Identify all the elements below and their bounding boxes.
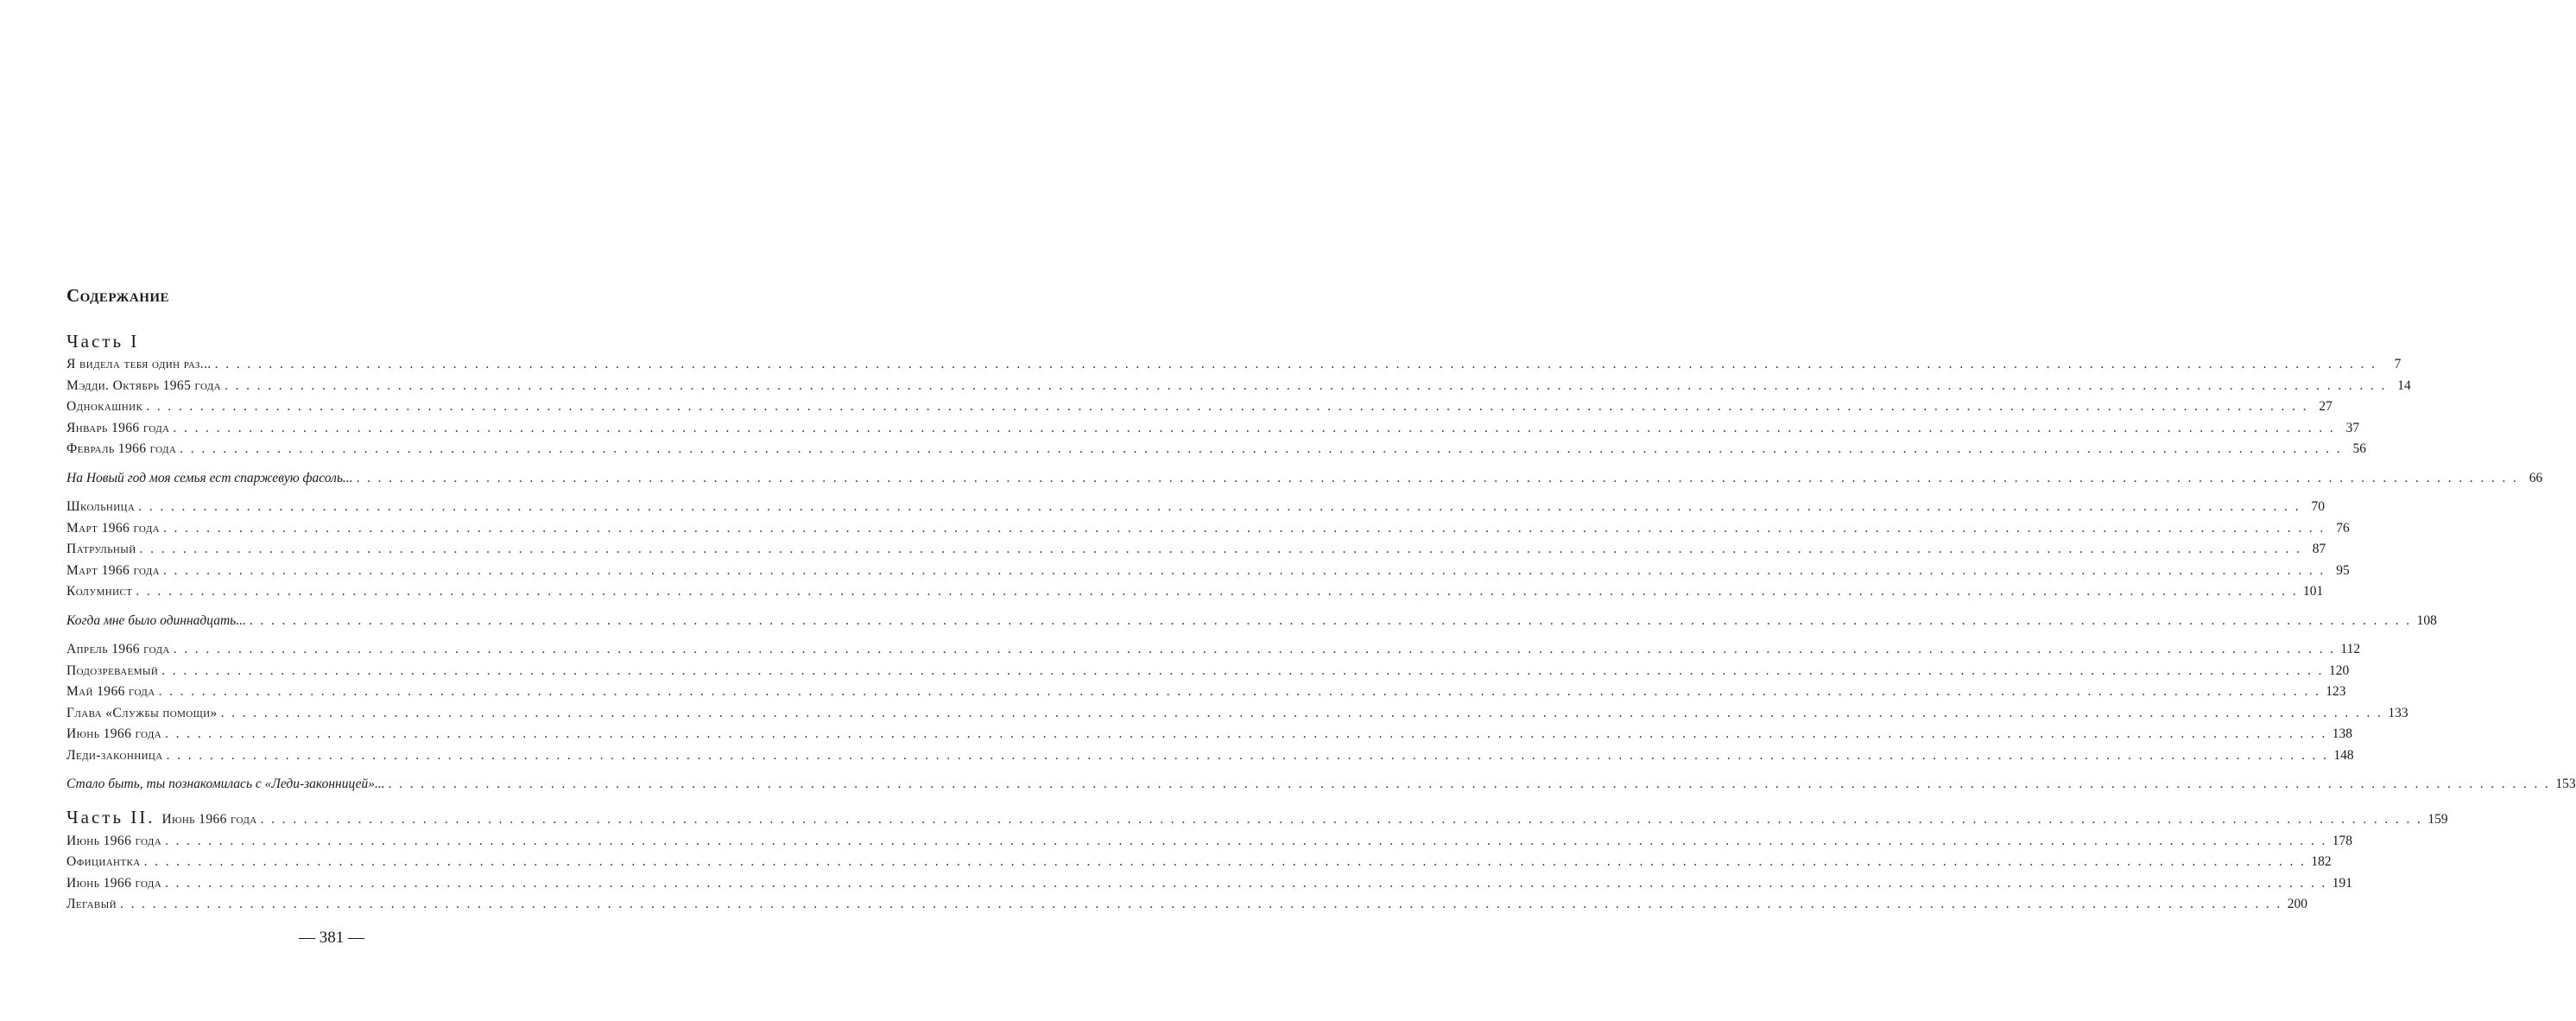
toc-entry-page: 178 — [2332, 833, 2353, 848]
toc-entry-page: 95 — [2336, 562, 2350, 578]
toc-entry-label: Легавый — [66, 897, 117, 911]
toc-entry-label: Официантка — [66, 854, 141, 869]
table-of-contents — [66, 328, 2576, 916]
toc-entry-label: Школьница — [66, 499, 136, 514]
toc-entry-page: 123 — [2326, 684, 2346, 699]
toc-entry-page: 200 — [2287, 897, 2307, 911]
dot-leader: . . . . . . . . . . . . . . . . . . . . . . . . . . . . . . . . . . . . . . . . . . . . . . . . . . . . . . . . . . . . . . . . . . . . . . . . . . . . . . . . . . . . . . . . . . . . . . . . . . . . . . . . . . . . . . . . . . . . . . . . . . . . . . . . . . . . . . . . . . . . . . . . . . . . . . . . . . . . . . . . . . . . . . . . . . . . . . . . . . . . . . . . . . . . . . . . . . . . . . . . — [225, 377, 2387, 393]
toc-entry-page: 182 — [2311, 854, 2332, 869]
toc-entry-label: Июнь 1966 года — [66, 833, 162, 848]
toc-entry-label: Патрульный — [66, 542, 136, 556]
toc-entry-label: Март 1966 года — [66, 520, 160, 536]
toc-entry-label: Глава «Службы помощи» — [66, 705, 218, 720]
dot-leader: . . . . . . . . . . . . . . . . . . . . . . . . . . . . . . . . . . . . . . . . . . . . . . . . . . . . . . . . . . . . . . . . . . . . . . . . . . . . . . . . . . . . . . . . . . . . . . . . . . . . . . . . . . . . . . . . . . . . . . . . . . . . . . . . . . . . . . . . . . . . . . . . . . . . . . . . . . . . . . . . . . . . . . . . . . . . . . . . . . . . . . . . . . . . . . . . . . . . . . . . — [173, 642, 2336, 656]
toc-entry-page: 66 — [2529, 470, 2543, 485]
toc-entry-label: Июнь 1966 года — [66, 726, 162, 741]
toc-entry — [66, 539, 2326, 561]
toc-entry — [66, 396, 2332, 418]
dot-leader: . . . . . . . . . . . . . . . . . . . . . . . . . . . . . . . . . . . . . . . . . . . . . . . . . . . . . . . . . . . . . . . . . . . . . . . . . . . . . . . . . . . . . . . . . . . . . . . . . . . . . . . . . . . . . . . . . . . . . . . . . . . . . . . . . . . . . . . . . . . . . . . . . . . . . . . . . . . . . . . . . . . . . . . . . . . . . . . . . . . . . . . . . . . . . . . . . . . . . . . . — [260, 811, 2423, 827]
toc-entry — [66, 581, 2324, 603]
part-1-heading: Часть I — [66, 331, 140, 352]
toc-entry-page: 37 — [2345, 420, 2360, 435]
toc-entry — [66, 745, 2354, 767]
toc-entry-label: Февраль 1966 года — [66, 441, 177, 456]
toc-entry-label: Колумнист — [66, 584, 133, 599]
toc-entry-label: Я видела тебя один раз... — [66, 357, 212, 371]
toc-entry-label: Май 1966 года — [66, 684, 155, 699]
dot-leader: . . . . . . . . . . . . . . . . . . . . . . . . . . . . . . . . . . . . . . . . . . . . . . . . . . . . . . . . . . . . . . . . . . . . . . . . . . . . . . . . . . . . . . . . . . . . . . . . . . . . . . . . . . . . . . . . . . . . . . . . . . . . . . . . . . . . . . . . . . . . . . . . . . . . . . . . . . . . . . . . . . . . . . . . . . . . . . . . . . . . . . . . . . . . . . . . . . . . . . . . — [180, 441, 2342, 456]
toc-entry-page: 70 — [2311, 499, 2325, 514]
toc-entry — [66, 682, 2346, 703]
toc-entry-page: 7 — [2394, 357, 2402, 371]
section-gap — [66, 489, 562, 497]
toc-entry — [66, 518, 2350, 540]
toc-entry — [66, 774, 2576, 796]
toc-entry — [66, 497, 2325, 518]
section-gap — [66, 460, 562, 468]
toc-entry-label: Мэдди. Октябрь 1965 года — [66, 377, 222, 393]
toc-entry-page: 138 — [2332, 726, 2353, 741]
dot-leader: . . . . . . . . . . . . . . . . . . . . . . . . . . . . . . . . . . . . . . . . . . . . . . . . . . . . . . . . . . . . . . . . . . . . . . . . . . . . . . . . . . . . . . . . . . . . . . . . . . . . . . . . . . . . . . . . . . . . . . . . . . . . . . . . . . . . . . . . . . . . . . . . . . . . . . . . . . . . . . . . . . . . . . . . . . . . . . . . . . . . . . . . . . . . . . . . . . . . . . . . — [161, 663, 2324, 678]
part-gap — [66, 796, 562, 803]
toc-entry-label: Март 1966 года — [66, 562, 160, 578]
toc-entry-page: 56 — [2352, 441, 2366, 456]
part-2-heading-row — [66, 803, 2448, 831]
toc-entry — [66, 724, 2353, 745]
toc-entry — [66, 468, 2543, 490]
dot-leader: . . . . . . . . . . . . . . . . . . . . . . . . . . . . . . . . . . . . . . . . . . . . . . . . . . . . . . . . . . . . . . . . . . . . . . . . . . . . . . . . . . . . . . . . . . . . . . . . . . . . . . . . . . . . . . . . . . . . . . . . . . . . . . . . . . . . . . . . . . . . . . . . . . . . . . . . . . . . . . . . . . . . . . . . . . . . . . . . . . . . . . . . . . . . . . . . . . . . . . . . — [165, 726, 2327, 741]
section-gap — [66, 603, 562, 611]
toc-entry-label: Июнь 1966 года — [66, 875, 162, 891]
toc-entry — [66, 439, 2366, 460]
toc-entry-page: 133 — [2388, 705, 2408, 720]
toc-entry-page: 191 — [2332, 875, 2353, 891]
toc-entry-label: Однокашник — [66, 399, 143, 414]
toc-entry — [66, 639, 2361, 661]
toc-entry-page: 153 — [2555, 777, 2576, 791]
dot-leader: . . . . . . . . . . . . . . . . . . . . . . . . . . . . . . . . . . . . . . . . . . . . . . . . . . . . . . . . . . . . . . . . . . . . . . . . . . . . . . . . . . . . . . . . . . . . . . . . . . . . . . . . . . . . . . . . . . . . . . . . . . . . . . . . . . . . . . . . . . . . . . . . . . . . . . . . . . . . . . . . . . . . . . . . . . . . . . . . . . . . . . . . . . . . . . . . . . . . . . . . — [220, 705, 2383, 720]
dot-leader: . . . . . . . . . . . . . . . . . . . . . . . . . . . . . . . . . . . . . . . . . . . . . . . . . . . . . . . . . . . . . . . . . . . . . . . . . . . . . . . . . . . . . . . . . . . . . . . . . . . . . . . . . . . . . . . . . . . . . . . . . . . . . . . . . . . . . . . . . . . . . . . . . . . . . . . . . . . . . . . . . . . . . . . . . . . . . . . . . . . . . . . . . . . . . . . . . . . . . . . . — [162, 562, 2326, 578]
dot-leader: . . . . . . . . . . . . . . . . . . . . . . . . . . . . . . . . . . . . . . . . . . . . . . . . . . . . . . . . . . . . . . . . . . . . . . . . . . . . . . . . . . . . . . . . . . . . . . . . . . . . . . . . . . . . . . . . . . . . . . . . . . . . . . . . . . . . . . . . . . . . . . . . . . . . . . . . . . . . . . . . . . . . . . . . . . . . . . . . . . . . . . . . . . . . . . . . . . . . . . . . — [165, 875, 2327, 891]
toc-entry-label: Подозреваемый — [66, 663, 159, 678]
dot-leader: . . . . . . . . . . . . . . . . . . . . . . . . . . . . . . . . . . . . . . . . . . . . . . . . . . . . . . . . . . . . . . . . . . . . . . . . . . . . . . . . . . . . . . . . . . . . . . . . . . . . . . . . . . . . . . . . . . . . . . . . . . . . . . . . . . . . . . . . . . . . . . . . . . . . . . . . . . . . . . . . . . . . . . . . . . . . . . . . . . . . . . . . . . . . . . . . . . . . . . . . — [143, 854, 2307, 869]
toc-entry — [66, 873, 2353, 895]
toc-entry — [66, 703, 2408, 725]
toc-entry-label: Январь 1966 года — [66, 420, 170, 435]
toc-entry-label: Леди-законница — [66, 747, 163, 763]
toc-entry-label: Июнь 1966 года — [161, 811, 257, 827]
toc-entry — [66, 376, 2411, 397]
toc-entry — [66, 831, 2353, 853]
toc-entry-label: На Новый год моя семья ест спаржевую фасоль... — [66, 470, 353, 485]
dot-leader: . . . . . . . . . . . . . . . . . . . . . . . . . . . . . . . . . . . . . . . . . . . . . . . . . . . . . . . . . . . . . . . . . . . . . . . . . . . . . . . . . . . . . . . . . . . . . . . . . . . . . . . . . . . . . . . . . . . . . . . . . . . . . . . . . . . . . . . . . . . . . . . . . . . . . . . . . . . . . . . . . . . . . . . . . . . . . . . . . . . . . . . . . . . . . . . . . . . . . . . . — [136, 584, 2299, 599]
dot-leader: . . . . . . . . . . . . . . . . . . . . . . . . . . . . . . . . . . . . . . . . . . . . . . . . . . . . . . . . . . . . . . . . . . . . . . . . . . . . . . . . . . . . . . . . . . . . . . . . . . . . . . . . . . . . . . . . . . . . . . . . . . . . . . . . . . . . . . . . . . . . . . . . . . . . . . . . . . . . . . . . . . . . . . . . . . . . . . . . . . . . . . . . . . . . . . . . . . . . . . . . — [214, 357, 2377, 371]
dot-leader: . . . . . . . . . . . . . . . . . . . . . . . . . . . . . . . . . . . . . . . . . . . . . . . . . . . . . . . . . . . . . . . . . . . . . . . . . . . . . . . . . . . . . . . . . . . . . . . . . . . . . . . . . . . . . . . . . . . . . . . . . . . . . . . . . . . . . . . . . . . . . . . . . . . . . . . . . . . . . . . . . . . . . . . . . . . . . . . . . . . . . . . . . . . . . . . . . . . . . . . . — [173, 420, 2336, 435]
dot-leader: . . . . . . . . . . . . . . . . . . . . . . . . . . . . . . . . . . . . . . . . . . . . . . . . . . . . . . . . . . . . . . . . . . . . . . . . . . . . . . . . . . . . . . . . . . . . . . . . . . . . . . . . . . . . . . . . . . . . . . . . . . . . . . . . . . . . . . . . . . . . . . . . . . . . . . . . . . . . . . . . . . . . . . . . . . . . . . . . . . . . . . . . . . . . . . . . . . . . . . . . — [162, 520, 2326, 536]
page-number: — 381 — — [299, 929, 364, 947]
dot-leader: . . . . . . . . . . . . . . . . . . . . . . . . . . . . . . . . . . . . . . . . . . . . . . . . . . . . . . . . . . . . . . . . . . . . . . . . . . . . . . . . . . . . . . . . . . . . . . . . . . . . . . . . . . . . . . . . . . . . . . . . . . . . . . . . . . . . . . . . . . . . . . . . . . . . . . . . . . . . . . . . . . . . . . . . . . . . . . . . . . . . . . . . . . . . . . . . . . . . . . . . — [356, 470, 2519, 485]
dot-leader: . . . . . . . . . . . . . . . . . . . . . . . . . . . . . . . . . . . . . . . . . . . . . . . . . . . . . . . . . . . . . . . . . . . . . . . . . . . . . . . . . . . . . . . . . . . . . . . . . . . . . . . . . . . . . . . . . . . . . . . . . . . . . . . . . . . . . . . . . . . . . . . . . . . . . . . . . . . . . . . . . . . . . . . . . . . . . . . . . . . . . . . . . . . . . . . . . . . . . . . . — [139, 542, 2302, 556]
dot-leader: . . . . . . . . . . . . . . . . . . . . . . . . . . . . . . . . . . . . . . . . . . . . . . . . . . . . . . . . . . . . . . . . . . . . . . . . . . . . . . . . . . . . . . . . . . . . . . . . . . . . . . . . . . . . . . . . . . . . . . . . . . . . . . . . . . . . . . . . . . . . . . . . . . . . . . . . . . . . . . . . . . . . . . . . . . . . . . . . . . . . . . . . . . . . . . . . . . . . . . . . — [146, 399, 2308, 414]
toc-entry-page: 112 — [2340, 642, 2361, 656]
toc-entry — [66, 354, 2402, 376]
toc-entry-label: Когда мне было одиннадцать... — [66, 612, 246, 628]
toc-entry-page: 159 — [2427, 811, 2448, 827]
section-gap — [66, 766, 562, 774]
page-title: Содержание — [66, 285, 170, 306]
part-2-entries — [66, 831, 2353, 916]
toc-entry-label: Апрель 1966 года — [66, 642, 170, 656]
dot-leader: . . . . . . . . . . . . . . . . . . . . . . . . . . . . . . . . . . . . . . . . . . . . . . . . . . . . . . . . . . . . . . . . . . . . . . . . . . . . . . . . . . . . . . . . . . . . . . . . . . . . . . . . . . . . . . . . . . . . . . . . . . . . . . . . . . . . . . . . . . . . . . . . . . . . . . . . . . . . . . . . . . . . . . . . . . . . . . . . . . . . . . . . . . . . . . . . . . . . . . . . — [158, 684, 2321, 699]
toc-entry — [66, 611, 2437, 632]
toc-entry — [66, 852, 2332, 873]
toc-entry-page: 76 — [2336, 520, 2350, 536]
dot-leader: . . . . . . . . . . . . . . . . . . . . . . . . . . . . . . . . . . . . . . . . . . . . . . . . . . . . . . . . . . . . . . . . . . . . . . . . . . . . . . . . . . . . . . . . . . . . . . . . . . . . . . . . . . . . . . . . . . . . . . . . . . . . . . . . . . . . . . . . . . . . . . . . . . . . . . . . . . . . . . . . . . . . . . . . . . . . . . . . . . . . . . . . . . . . . . . . . . . . . . . . — [249, 612, 2412, 628]
toc-entry-page: 87 — [2312, 542, 2326, 556]
toc-entry-label: Стало быть, ты познакомилась с «Леди-законницей»... — [66, 777, 385, 791]
dot-leader: . . . . . . . . . . . . . . . . . . . . . . . . . . . . . . . . . . . . . . . . . . . . . . . . . . . . . . . . . . . . . . . . . . . . . . . . . . . . . . . . . . . . . . . . . . . . . . . . . . . . . . . . . . . . . . . . . . . . . . . . . . . . . . . . . . . . . . . . . . . . . . . . . . . . . . . . . . . . . . . . . . . . . . . . . . . . . . . . . . . . . . . . . . . . . . . . . . . . . . . . — [388, 777, 2551, 791]
toc-entry-page: 108 — [2416, 612, 2437, 628]
dot-leader: . . . . . . . . . . . . . . . . . . . . . . . . . . . . . . . . . . . . . . . . . . . . . . . . . . . . . . . . . . . . . . . . . . . . . . . . . . . . . . . . . . . . . . . . . . . . . . . . . . . . . . . . . . . . . . . . . . . . . . . . . . . . . . . . . . . . . . . . . . . . . . . . . . . . . . . . . . . . . . . . . . . . . . . . . . . . . . . . . . . . . . . . . . . . . . . . . . . . . . . . — [120, 897, 2282, 911]
toc-entry-page: 120 — [2328, 663, 2350, 678]
toc-entry — [66, 661, 2350, 682]
part-1-entries — [66, 354, 2576, 796]
toc-entry-page: 14 — [2397, 377, 2411, 393]
dot-leader: . . . . . . . . . . . . . . . . . . . . . . . . . . . . . . . . . . . . . . . . . . . . . . . . . . . . . . . . . . . . . . . . . . . . . . . . . . . . . . . . . . . . . . . . . . . . . . . . . . . . . . . . . . . . . . . . . . . . . . . . . . . . . . . . . . . . . . . . . . . . . . . . . . . . . . . . . . . . . . . . . . . . . . . . . . . . . . . . . . . . . . . . . . . . . . . . . . . . . . . . — [165, 833, 2327, 848]
toc-entry-page: 27 — [2319, 399, 2332, 414]
dot-leader: . . . . . . . . . . . . . . . . . . . . . . . . . . . . . . . . . . . . . . . . . . . . . . . . . . . . . . . . . . . . . . . . . . . . . . . . . . . . . . . . . . . . . . . . . . . . . . . . . . . . . . . . . . . . . . . . . . . . . . . . . . . . . . . . . . . . . . . . . . . . . . . . . . . . . . . . . . . . . . . . . . . . . . . . . . . . . . . . . . . . . . . . . . . . . . . . . . . . . . . . — [138, 499, 2301, 514]
section-gap — [66, 631, 562, 639]
dot-leader: . . . . . . . . . . . . . . . . . . . . . . . . . . . . . . . . . . . . . . . . . . . . . . . . . . . . . . . . . . . . . . . . . . . . . . . . . . . . . . . . . . . . . . . . . . . . . . . . . . . . . . . . . . . . . . . . . . . . . . . . . . . . . . . . . . . . . . . . . . . . . . . . . . . . . . . . . . . . . . . . . . . . . . . . . . . . . . . . . . . . . . . . . . . . . . . . . . . . . . . . — [166, 747, 2329, 763]
part-2-heading: Часть II. — [66, 806, 155, 828]
toc-entry — [66, 894, 2307, 916]
toc-entry — [66, 561, 2350, 582]
toc-entry-page: 101 — [2303, 584, 2324, 599]
toc-entry-page: 148 — [2333, 747, 2354, 763]
toc-entry — [66, 418, 2360, 440]
